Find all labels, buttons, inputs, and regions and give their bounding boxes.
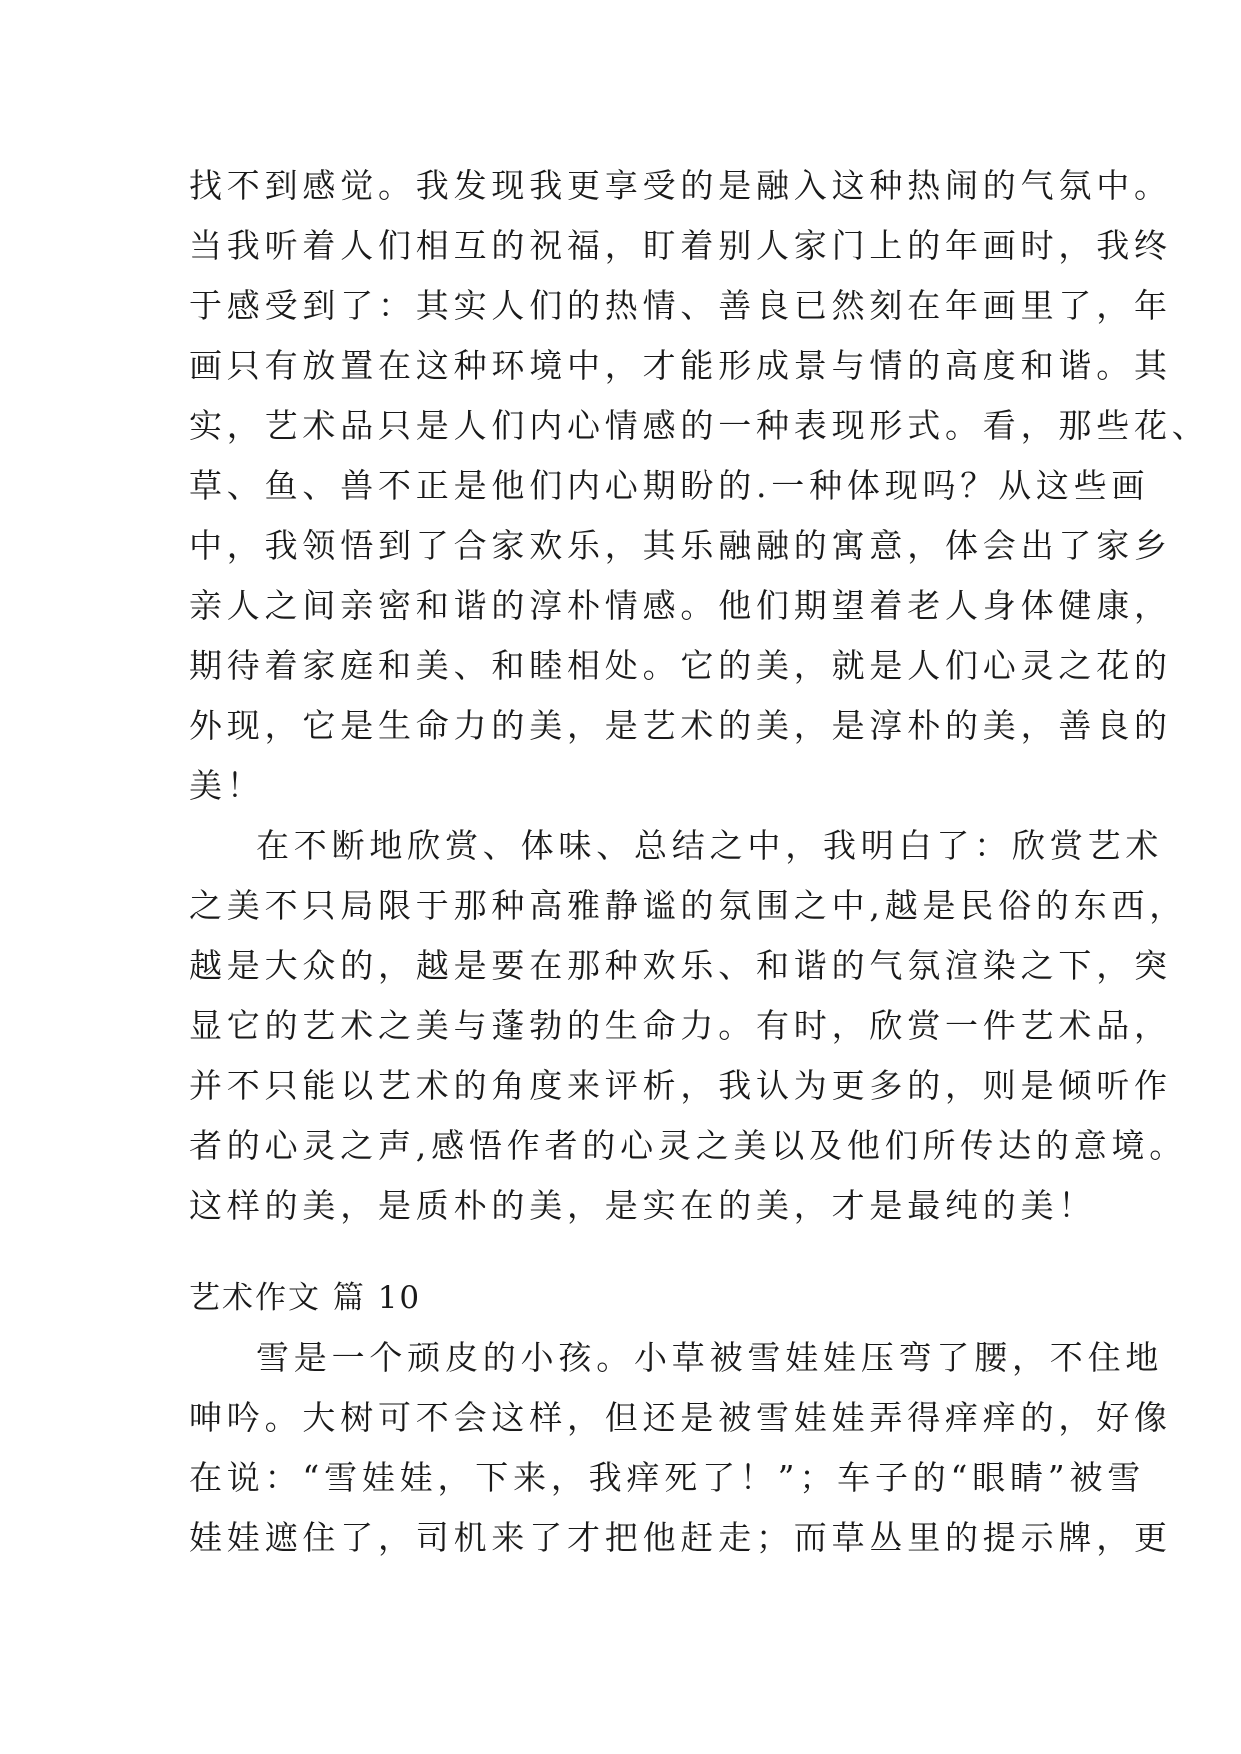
paragraph-1-line: 期待着家庭和美、和睦相处。它的美，就是人们心灵之花的 [189, 646, 1172, 685]
paragraph-1-line: 中，我领悟到了合家欢乐，其乐融融的寓意，体会出了家乡 [189, 526, 1172, 565]
section-heading: 艺术作文 篇 10 [189, 1280, 422, 1316]
paragraph-3-line: 雪是一个顽皮的小孩。小草被雪娃娃压弯了腰，不住地 [256, 1338, 1164, 1377]
paragraph-1-line: 找不到感觉。我发现我更享受的是融入这种热闹的气氛中。 [189, 166, 1172, 205]
paragraph-2-line: 者的心灵之声,感悟作者的心灵之美以及他们所传达的意境。 [189, 1126, 1188, 1165]
paragraph-2-line: 显它的艺术之美与蓬勃的生命力。有时，欣赏一件艺术品， [189, 1006, 1172, 1045]
paragraph-1-line: 外现，它是生命力的美，是艺术的美，是淳朴的美，善良的 [189, 706, 1172, 745]
paragraph-1-line: 亲人之间亲密和谐的淳朴情感。他们期望着老人身体健康， [189, 586, 1172, 625]
paragraph-3-line: 呻吟。大树可不会这样，但还是被雪娃娃弄得痒痒的，好像 [189, 1398, 1172, 1437]
paragraph-2-line: 之美不只局限于那种高雅静谧的氛围之中,越是民俗的东西， [189, 886, 1188, 925]
paragraph-3-line: 在说：“雪娃娃，下来，我痒死了！”；车子的“眼睛”被雪 [189, 1458, 1146, 1497]
paragraph-1-line: 草、鱼、兽不正是他们内心期盼的.一种体现吗？从这些画 [189, 466, 1150, 505]
paragraph-3-line: 娃娃遮住了，司机来了才把他赶走；而草丛里的提示牌，更 [189, 1518, 1172, 1557]
paragraph-1-line: 画只有放置在这种环境中，才能形成景与情的高度和谐。其 [189, 346, 1172, 385]
paragraph-2-line: 这样的美，是质朴的美，是实在的美，才是最纯的美！ [189, 1186, 1097, 1225]
paragraph-1-line: 于感受到了：其实人们的热情、善良已然刻在年画里了，年 [189, 286, 1172, 325]
paragraph-2-line: 并不只能以艺术的角度来评析，我认为更多的，则是倾听作 [189, 1066, 1172, 1105]
paragraph-1-line: 当我听着人们相互的祝福，盯着别人家门上的年画时，我终 [189, 226, 1172, 265]
paragraph-1-line: 美！ [189, 766, 265, 805]
paragraph-2-line: 越是大众的，越是要在那种欢乐、和谐的气氛渲染之下，突 [189, 946, 1172, 985]
paragraph-1-line: 实，艺术品只是人们内心情感的一种表现形式。看，那些花、 [189, 406, 1210, 445]
paragraph-2-line: 在不断地欣赏、体味、总结之中，我明白了：欣赏艺术 [256, 826, 1164, 865]
